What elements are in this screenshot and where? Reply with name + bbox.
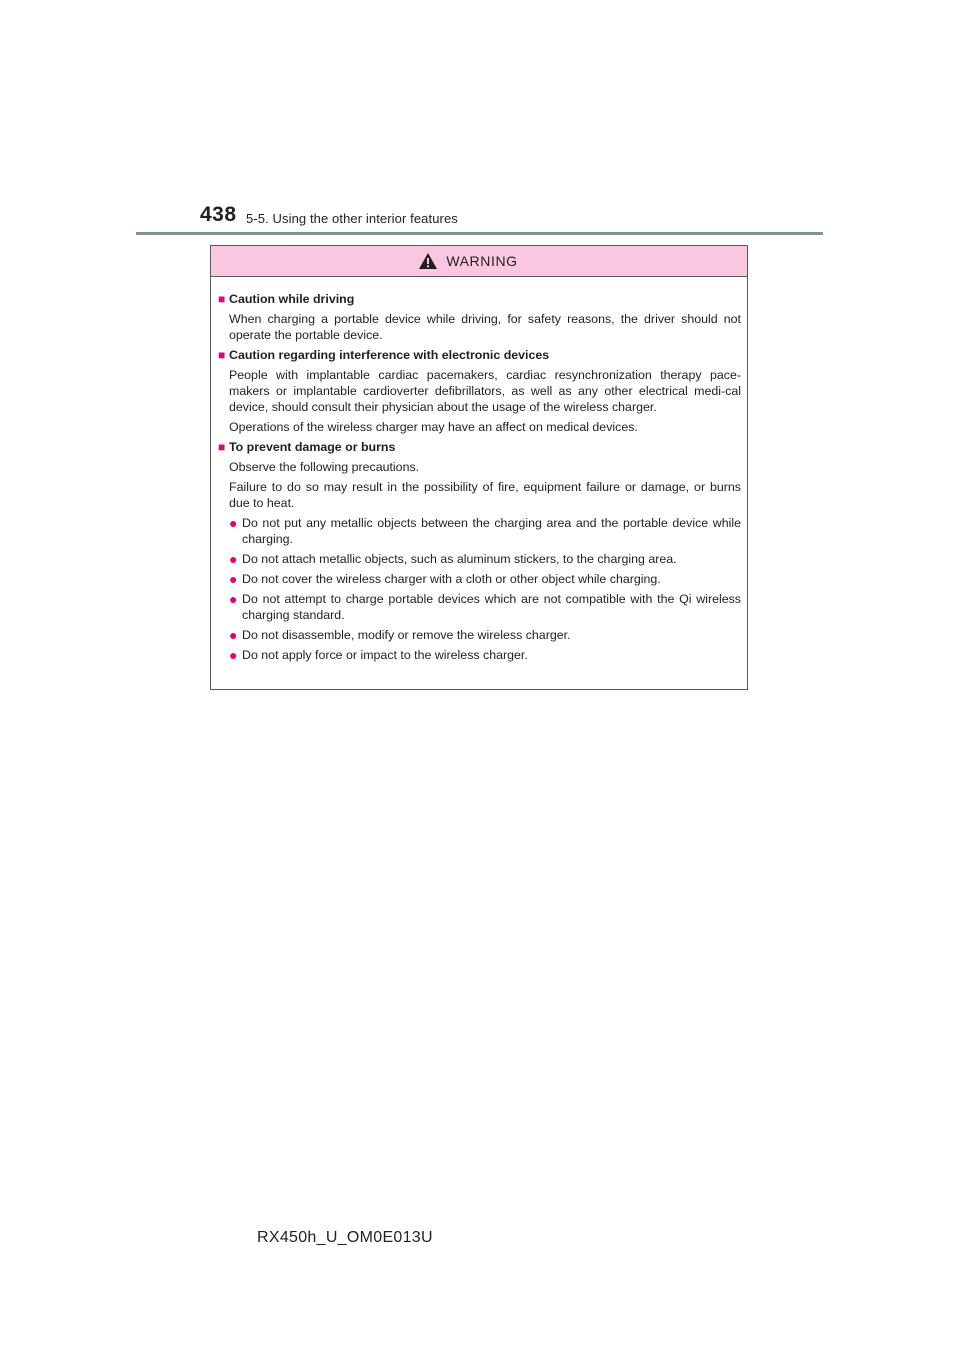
list-item-text: Do not apply force or impact to the wireless charger. <box>242 648 528 662</box>
warning-section-driving <box>218 291 741 343</box>
section-heading <box>218 347 741 363</box>
list-item-text: Do not attach metallic objects, such as aluminum stickers, to the charging area. <box>242 552 677 566</box>
list-item <box>218 551 741 567</box>
section-title: 5-5. Using the other interior features <box>246 211 458 226</box>
paragraph: Failure to do so may result in the possibility of fire, equipment failure or damage, or burns due to heat. <box>229 480 741 510</box>
header-rule <box>136 232 823 235</box>
list-item-text: Do not disassemble, modify or remove the wireless charger. <box>242 628 571 642</box>
paragraph: Observe the following precautions. <box>229 460 420 474</box>
warning-box <box>210 245 748 690</box>
square-marker-icon: ■ <box>218 292 226 306</box>
section-heading <box>218 439 741 455</box>
paragraph: People with implantable cardiac pacemakers, cardiac resynchronization therapy pace-makers or implantable cardioverter defibrillators, as well as any other electrical medi-cal device, should consult their physician about the usage of the wireless charger. <box>229 368 741 414</box>
document-code: RX450h_U_OM0E013U <box>257 1229 433 1246</box>
section-heading <box>218 291 741 307</box>
list-item-text: Do not cover the wireless charger with a cloth or other object while charging. <box>242 572 661 586</box>
square-marker-icon: ■ <box>218 440 226 454</box>
bullet-dot-icon: ● <box>229 515 238 531</box>
section-heading-text: Caution regarding interference with electronic devices <box>229 348 550 362</box>
list-item-text: Do not put any metallic objects between the charging area and the portable device while charging. <box>242 516 741 546</box>
list-item <box>218 647 741 663</box>
page-number: 438 <box>200 203 237 226</box>
bullet-dot-icon: ● <box>229 571 238 587</box>
list-item <box>218 515 741 547</box>
warning-body <box>211 277 747 663</box>
warning-header <box>211 246 747 277</box>
list-item <box>218 571 741 587</box>
list-item <box>218 591 741 623</box>
bullet-dot-icon: ● <box>229 627 238 643</box>
warning-title: WARNING <box>446 253 518 269</box>
paragraph: When charging a portable device while driving, for safety reasons, the driver should not operate the portable device. <box>229 312 741 342</box>
warning-section-interference <box>218 347 741 435</box>
square-marker-icon: ■ <box>218 348 226 362</box>
bullet-dot-icon: ● <box>229 591 238 607</box>
section-heading-text: To prevent damage or burns <box>229 440 396 454</box>
warning-triangle-icon <box>418 252 438 270</box>
bullet-dot-icon: ● <box>229 647 238 663</box>
section-heading-text: Caution while driving <box>229 292 355 306</box>
warning-section-damage <box>218 439 741 663</box>
list-item <box>218 627 741 643</box>
bullet-dot-icon: ● <box>229 551 238 567</box>
paragraph: Operations of the wireless charger may have an affect on medical devices. <box>229 420 638 434</box>
list-item-text: Do not attempt to charge portable devices which are not compatible with the Qi wireless charging standard. <box>242 592 741 622</box>
